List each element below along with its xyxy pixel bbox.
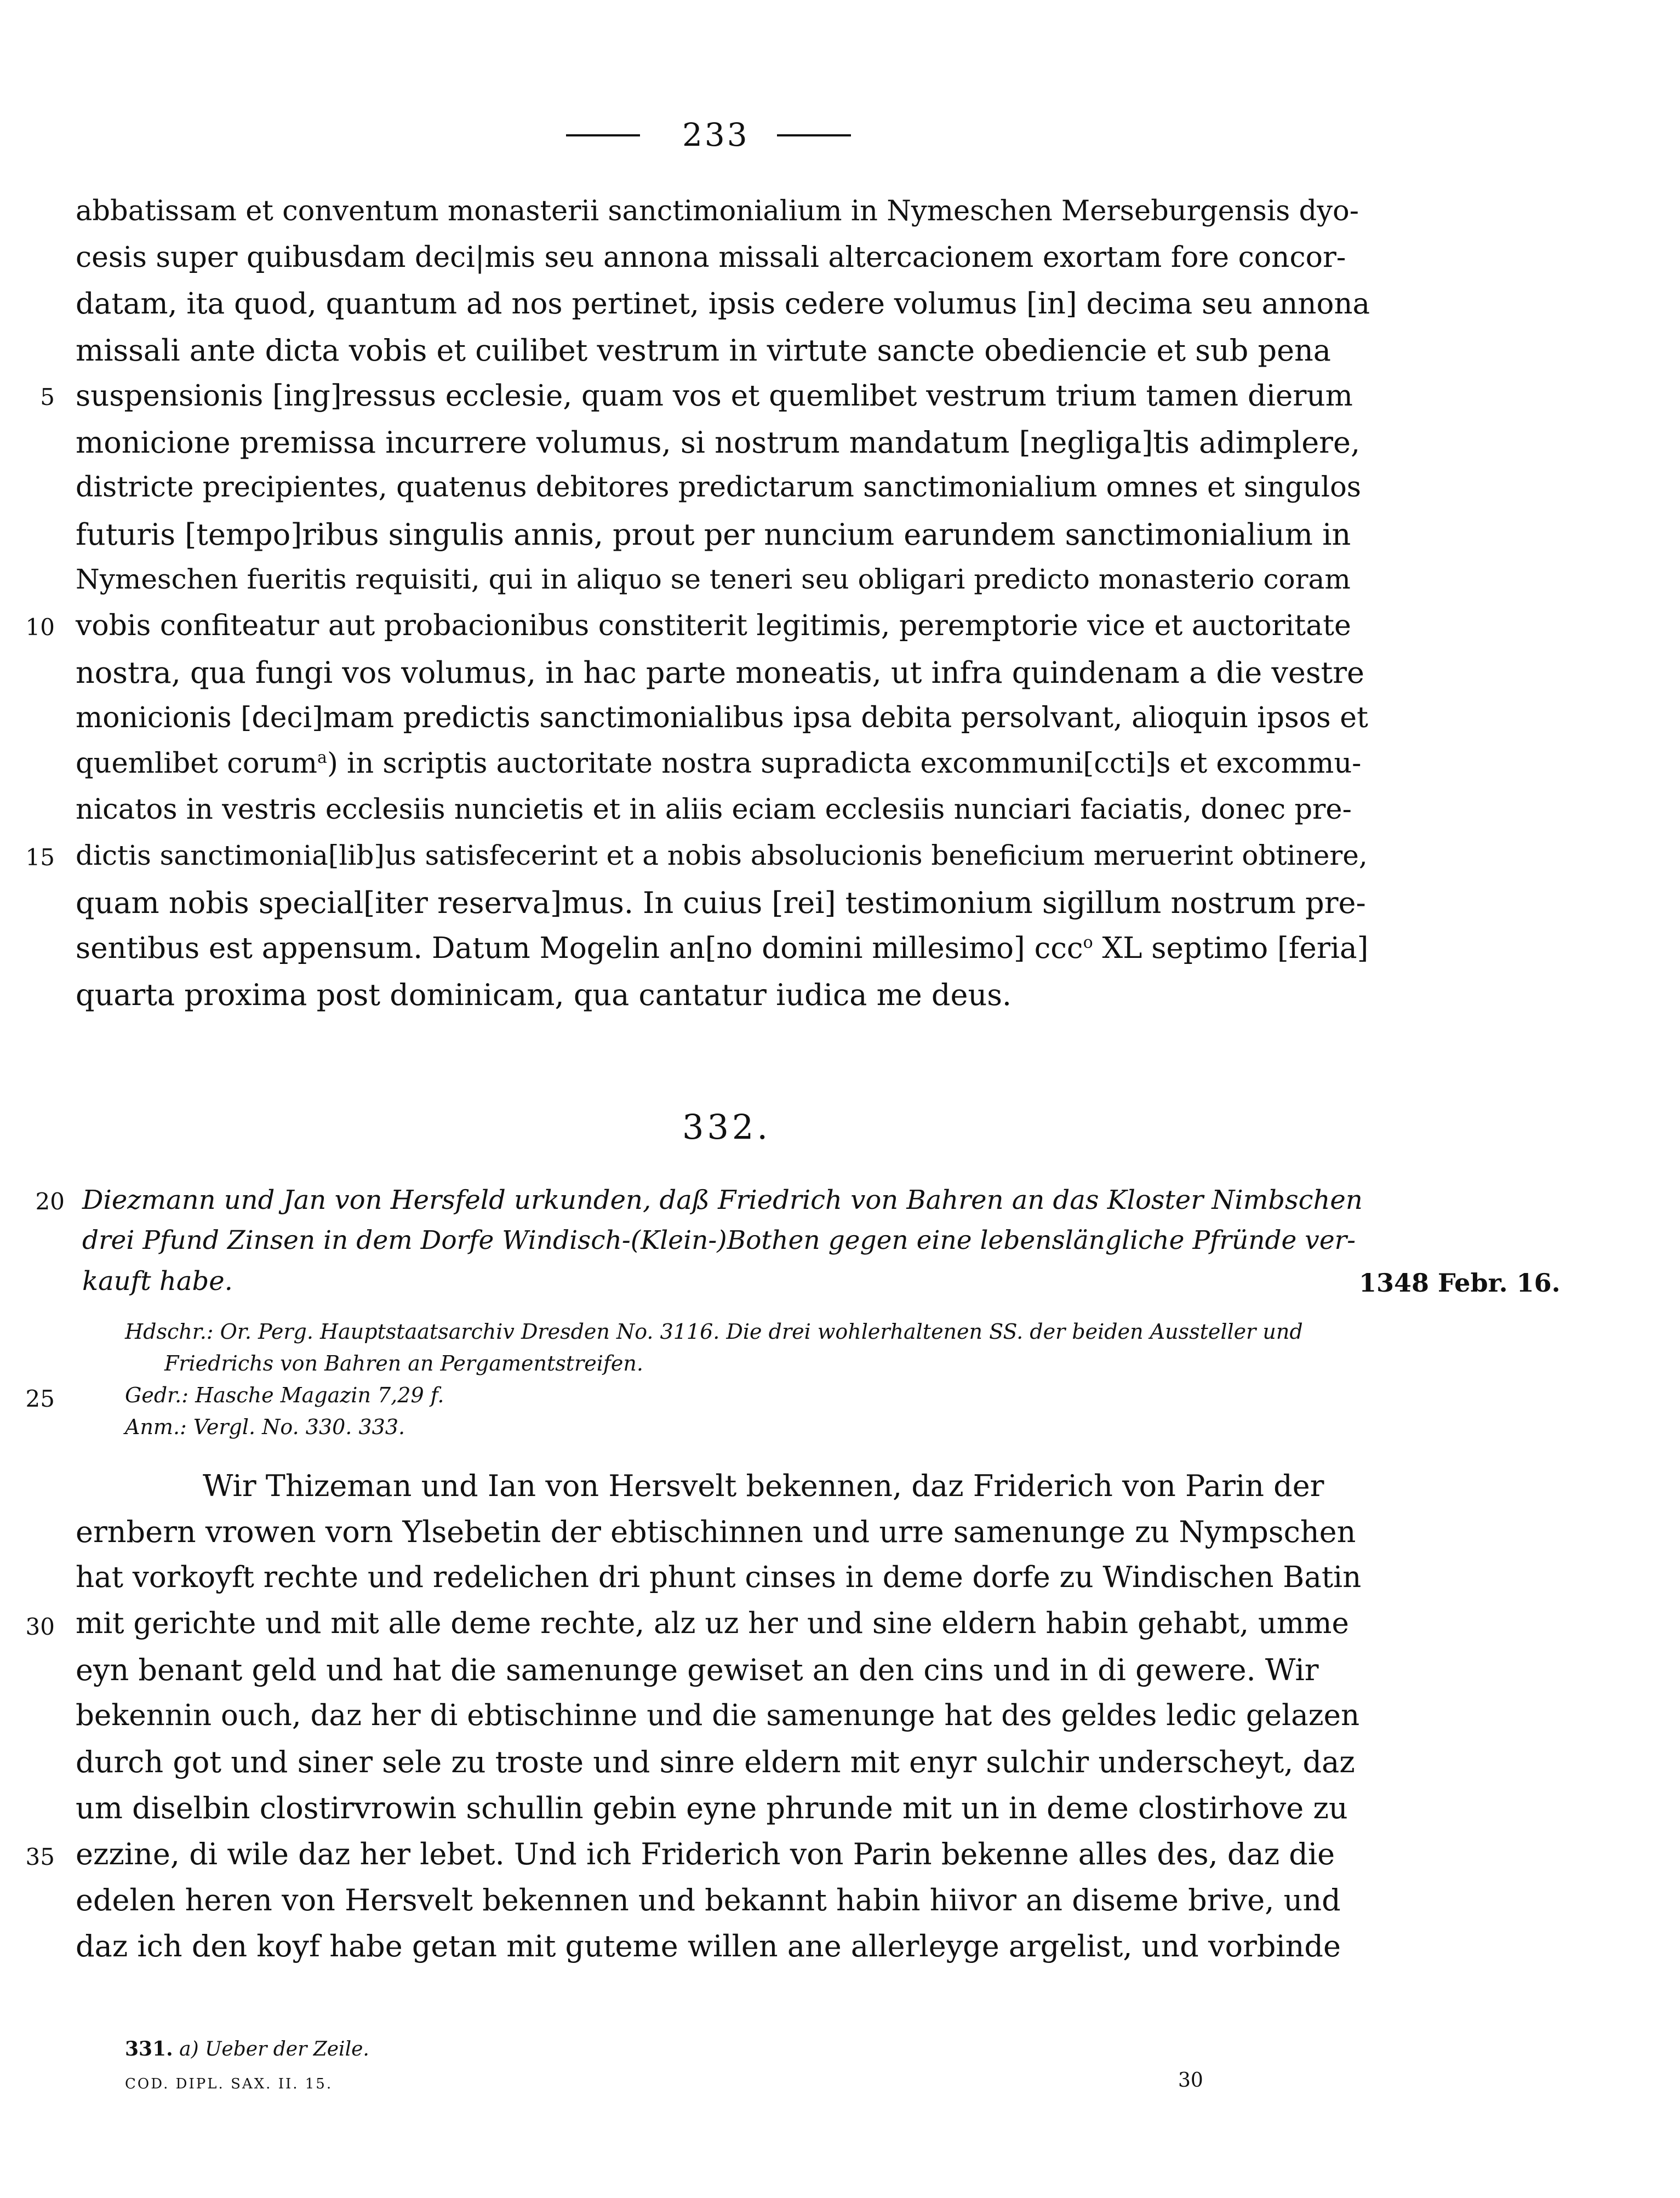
regest-line: drei Pfund Zinsen in dem Dorfe Windisch-(Klein-)Bothen gegen eine lebenslängliche Pfründe ver-	[82, 1225, 1356, 1255]
text-line: monicionis [deci]mam predictis sanctimonialibus ipsa debita persolvant, alioquin ipsos et	[76, 701, 1368, 734]
superscript: o	[1083, 933, 1093, 952]
document-number: 332.	[682, 1107, 772, 1147]
text-line: daz ich den koyf habe getan mit guteme willen ane allerleyge argelist, und vorbinde	[76, 1929, 1341, 1963]
sheet-number: 30	[1178, 2069, 1203, 2092]
volume-signature: COD. DIPL. SAX. II. 15.	[125, 2076, 333, 2092]
footnote	[125, 2037, 369, 2060]
text-line: quarta proxima post dominicam, qua cantatur iudica me deus.	[76, 978, 1012, 1012]
line-number: 25	[25, 1385, 55, 1412]
text-line: hat vorkoyft rechte und redelichen dri phunt cinses in deme dorfe zu Windischen Batin	[76, 1561, 1362, 1594]
note-line: Anm.: Vergl. No. 330. 333.	[125, 1415, 405, 1439]
text-line: edelen heren von Hersvelt bekennen und bekannt habin hiivor an diseme brive, und	[76, 1883, 1341, 1917]
text-line: durch got und siner sele zu troste und sinre eldern mit enyr sulchir underscheyt, daz	[76, 1745, 1355, 1779]
text-line: districte precipientes, quatenus debitores predictarum sanctimonialium omnes et singulos	[76, 471, 1361, 504]
text-line: dictis sanctimonia[lib]us satisfecerint et a nobis absolucionis beneficium meruerint obtinere,	[76, 840, 1368, 871]
footnote-reference: 331.	[125, 2037, 173, 2060]
text-line: bekennin ouch, daz her di ebtischinne und die samenunge hat des geldes ledic gelazen	[76, 1699, 1360, 1732]
text-line-part: quemlibet corum	[76, 747, 318, 780]
page-number: 233	[682, 116, 750, 153]
text-line: missali ante dicta vobis et cuilibet vestrum in virtute sancte obediencie et sub pena	[76, 333, 1331, 368]
text-line-part: ) in scriptis auctoritate nostra supradicta excommuni[ccti]s et excommu-	[327, 747, 1362, 780]
line-number: 20	[35, 1188, 65, 1215]
text-line: vobis confiteatur aut probacionibus constiterit legitimis, peremptorie vice et auctoritate	[76, 609, 1351, 642]
text-line: abbatissam et conventum monasterii sanctimonialium in Nymeschen Merseburgensis dyo-	[76, 195, 1359, 227]
line-number: 10	[25, 614, 55, 641]
text-line-part: XL septimo [feria]	[1093, 932, 1369, 965]
footnote-marker: a	[317, 748, 327, 767]
text-line: um diselbin clostirvrowin schullin gebin eyne phrunde mit un in deme clostirhove zu	[76, 1791, 1348, 1825]
footnote-text: a) Ueber der Zeile.	[179, 2038, 369, 2060]
text-line: Wir Thizeman und Ian von Hersvelt bekennen, daz Friderich von Parin der	[203, 1469, 1324, 1503]
line-number: 35	[25, 1843, 55, 1870]
text-line: futuris [tempo]ribus singulis annis, prout per nuncium earundem sanctimonialium in	[76, 517, 1351, 552]
note-line: Gedr.: Hasche Magazin 7,29 f.	[125, 1383, 444, 1407]
document-date: 1348 Febr. 16.	[1359, 1268, 1561, 1298]
text-line: nostra, qua fungi vos volumus, in hac parte moneatis, ut infra quindenam a die vestre	[76, 655, 1365, 690]
regest-line: kauft habe.	[82, 1266, 233, 1297]
text-line: ezzine, di wile daz her lebet. Und ich Friderich von Parin bekenne alles des, daz die	[76, 1837, 1335, 1871]
note-line: Friedrichs von Bahren an Pergamentstreifen.	[164, 1351, 643, 1375]
text-line: mit gerichte und mit alle deme rechte, alz uz her und sine eldern habin gehabt, umme	[76, 1607, 1349, 1640]
note-line: Hdschr.: Or. Perg. Hauptstaatsarchiv Dresden No. 3116. Die drei wohlerhaltenen SS. der beiden Aussteller und	[125, 1320, 1303, 1344]
text-line: monicione premissa incurrere volumus, si nostrum mandatum [negliga]tis adimplere,	[76, 425, 1361, 460]
line-number: 30	[25, 1613, 55, 1640]
text-line: cesis super quibusdam deci|mis seu annona missali altercacionem exortam fore concor-	[76, 241, 1346, 274]
text-line: datam, ita quod, quantum ad nos pertinet, ipsis cedere volumus [in] decima seu annona	[76, 287, 1370, 321]
text-line	[76, 747, 1361, 780]
line-number: 15	[25, 844, 55, 871]
line-number: 5	[40, 384, 55, 410]
header-rule-right	[777, 134, 851, 136]
regest-line: Diezmann und Jan von Hersfeld urkunden, daß Friedrich von Bahren an das Kloster Nimbschen	[82, 1185, 1363, 1215]
text-line	[76, 932, 1368, 965]
text-line: quam nobis special[iter reserva]mus. In cuius [rei] testimonium sigillum nostrum pre-	[76, 886, 1366, 920]
text-line: eyn benant geld und hat die samenunge gewiset an den cins und in di gewere. Wir	[76, 1653, 1319, 1687]
header-rule-left	[566, 134, 640, 136]
text-line: ernbern vrowen vorn Ylsebetin der ebtischinnen und urre samenunge zu Nympschen	[76, 1515, 1356, 1549]
text-line: nicatos in vestris ecclesiis nuncietis et in aliis eciam ecclesiis nunciari faciatis, donec pre-	[76, 793, 1352, 826]
text-line-part: sentibus est appensum. Datum Mogelin an[no domini millesimo] ccc	[76, 932, 1083, 965]
text-line: suspensionis [ing]ressus ecclesie, quam vos et quemlibet vestrum trium tamen dierum	[76, 379, 1353, 413]
text-line: Nymeschen fueritis requisiti, qui in aliquo se teneri seu obligari predicto monasterio coram	[76, 563, 1351, 595]
